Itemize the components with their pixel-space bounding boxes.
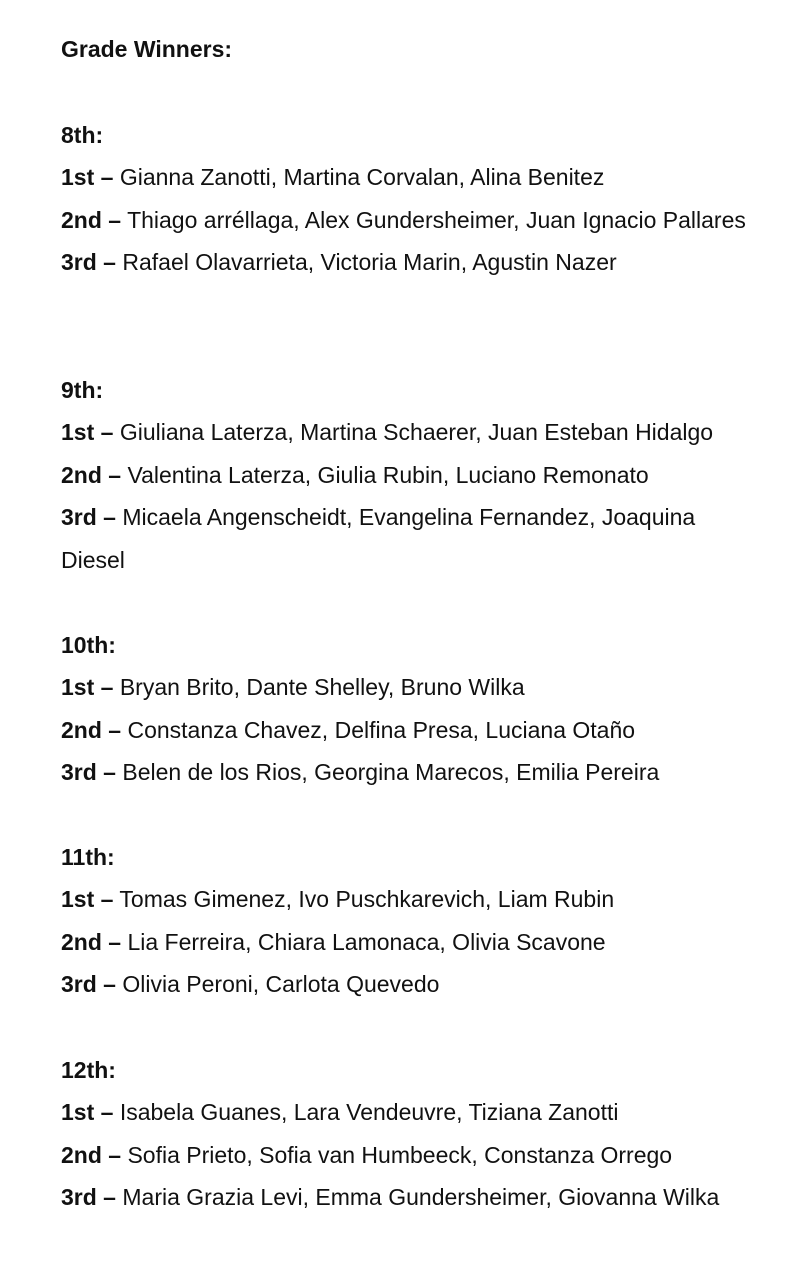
place-row: [61, 751, 761, 794]
grade-heading: 9th:: [61, 377, 104, 403]
document-title: Grade Winners:: [61, 36, 233, 62]
grade-heading: 10th:: [61, 632, 116, 658]
place-label: 1st –: [61, 674, 114, 700]
winner-names: Constanza Chavez, Delfina Presa, Luciana Otaño: [127, 716, 636, 743]
place-label: 1st –: [61, 1099, 114, 1125]
place-label: 1st –: [61, 164, 114, 190]
winner-names: Sofia Prieto, Sofia van Humbeeck, Constanza Orrego: [127, 1141, 673, 1168]
grade-heading: 8th:: [61, 122, 104, 148]
place-label: 3rd –: [61, 504, 116, 530]
place-label: 2nd –: [61, 928, 122, 955]
place-row: [61, 709, 761, 752]
grade-heading: 12th:: [61, 1057, 116, 1083]
place-row: [61, 156, 761, 199]
winner-names: Micaela Angenscheidt, Evangelina Fernandez, Joaquina Diesel: [61, 504, 696, 573]
winner-names: Thiago arréllaga, Alex Gundersheimer, Juan Ignacio Pallares: [127, 206, 746, 233]
winner-names: Giuliana Laterza, Martina Schaerer, Juan Esteban Hidalgo: [119, 419, 714, 445]
place-row: [61, 666, 761, 709]
place-label: 2nd –: [61, 1141, 122, 1168]
place-label: 3rd –: [61, 249, 116, 275]
winner-names: Gianna Zanotti, Martina Corvalan, Alina Benitez: [119, 164, 605, 190]
place-row: [61, 1176, 761, 1219]
winner-names: Tomas Gimenez, Ivo Puschkarevich, Liam Rubin: [119, 886, 615, 912]
place-row: [61, 1091, 761, 1134]
winner-names: Isabela Guanes, Lara Vendeuvre, Tiziana Zanotti: [119, 1099, 619, 1125]
place-label: 1st –: [61, 886, 114, 912]
winner-names: Rafael Olavarrieta, Victoria Marin, Agustin Nazer: [122, 249, 617, 275]
place-row: [61, 963, 761, 1006]
grade-section-8th: [61, 114, 761, 284]
grade-section-12th: [61, 1049, 761, 1219]
place-row: [61, 496, 761, 581]
grade-section-9th: [61, 369, 761, 581]
winner-names: Belen de los Rios, Georgina Marecos, Emilia Pereira: [122, 759, 660, 785]
place-row: [61, 454, 761, 497]
place-row: [61, 411, 761, 454]
place-row: [61, 878, 761, 921]
place-row: [61, 199, 761, 242]
grade-heading: 11th:: [61, 844, 115, 870]
place-label: 3rd –: [61, 759, 116, 785]
winner-names: Olivia Peroni, Carlota Quevedo: [122, 971, 440, 997]
grade-section-10th: [61, 624, 761, 794]
place-label: 1st –: [61, 419, 114, 445]
place-label: 3rd –: [61, 1184, 116, 1210]
winner-names: Lia Ferreira, Chiara Lamonaca, Olivia Scavone: [127, 928, 606, 955]
place-label: 2nd –: [61, 716, 122, 743]
place-label: 3rd –: [61, 971, 116, 997]
winner-names: Valentina Laterza, Giulia Rubin, Luciano Remonato: [127, 461, 649, 488]
place-label: 2nd –: [61, 206, 122, 233]
place-row: [61, 921, 761, 964]
winner-names: Maria Grazia Levi, Emma Gundersheimer, Giovanna Wilka: [122, 1184, 720, 1210]
place-row: [61, 241, 761, 284]
place-row: [61, 1134, 761, 1177]
place-label: 2nd –: [61, 461, 122, 488]
winner-names: Bryan Brito, Dante Shelley, Bruno Wilka: [119, 674, 525, 700]
grade-section-11th: [61, 836, 761, 1006]
